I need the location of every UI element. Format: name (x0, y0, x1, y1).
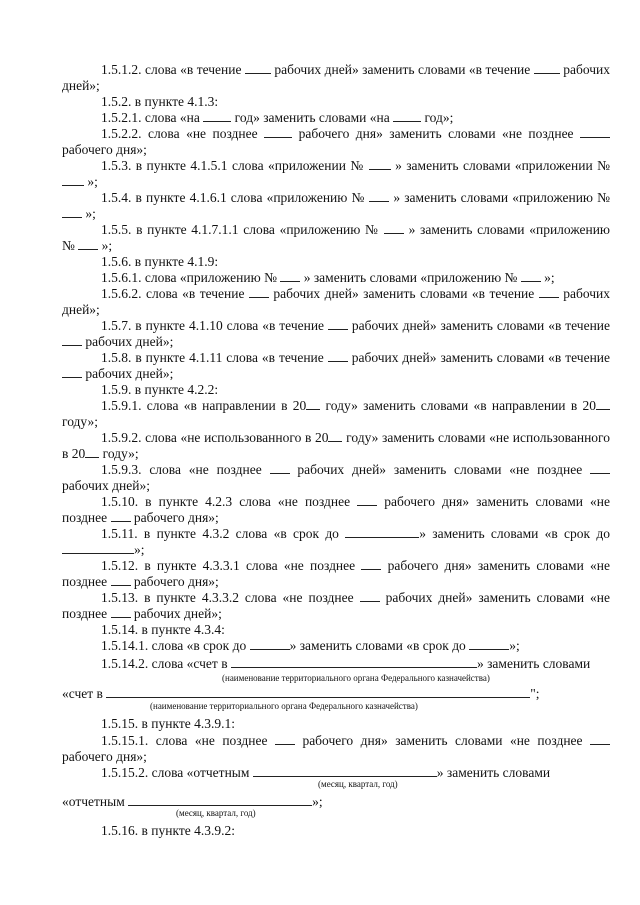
blank-field (231, 656, 477, 668)
blank-field (534, 62, 560, 74)
clause-1-5-2: 1.5.2. в пункте 4.1.3: (101, 94, 219, 109)
clause-1-5-14-2: 1.5.14.2. слова «счет в » заменить словами (101, 656, 591, 671)
blank-field (253, 765, 437, 777)
blank-field (111, 510, 131, 522)
caption-treasury-2: (наименование территориального органа Федерального казначейства) (150, 701, 418, 711)
clause-1-5-9-2: 1.5.9.2. слова «не использованного в 20 году» заменить словами «не использованного в 20 году»; (62, 430, 610, 461)
clause-1-5-6: 1.5.6. в пункте 4.1.9: (101, 254, 219, 269)
clause-1-5-10: 1.5.10. в пункте 4.2.3 слова «не позднее рабочего дня» заменить словами «не позднее рабочего дня»; (62, 494, 611, 525)
blank-field (85, 446, 99, 458)
clause-1-5-15-2-continued: «отчетным »; (62, 794, 323, 809)
blank-field (357, 494, 377, 506)
clause-1-5-2-1: 1.5.2.1. слова «на год» заменить словами «на год»; (101, 110, 454, 125)
blank-field (78, 238, 98, 250)
clause-1-5-13: 1.5.13. в пункте 4.3.3.2 слова «не позднее рабочих дней» заменить словами «не позднее рабочих дней»; (62, 590, 611, 621)
clause-1-5-14-2-continued: «счет в "; (62, 686, 540, 701)
blank-field (596, 398, 610, 410)
blank-field (328, 318, 348, 330)
clause-1-5-7: 1.5.7. в пункте 4.1.10 слова «в течение рабочих дней» заменить словами «в течение рабочих дней»; (62, 318, 610, 349)
blank-field (270, 462, 290, 474)
clause-1-5-9-1: 1.5.9.1. слова «в направлении в 20 году» заменить словами «в направлении в 20 году»; (62, 398, 610, 429)
blank-field (360, 590, 380, 602)
blank-field (62, 206, 82, 218)
blank-field (306, 398, 320, 410)
blank-field (590, 733, 610, 745)
blank-field (328, 430, 342, 442)
blank-field (328, 350, 348, 362)
clause-1-5-16: 1.5.16. в пункте 4.3.9.2: (101, 823, 235, 838)
clause-1-5-14: 1.5.14. в пункте 4.3.4: (101, 622, 225, 637)
caption-period-2: (месяц, квартал, год) (176, 808, 256, 818)
clause-1-5-9: 1.5.9. в пункте 4.2.2: (101, 382, 219, 397)
blank-field (521, 270, 541, 282)
blank-field (62, 174, 84, 186)
clause-1-5-8: 1.5.8. в пункте 4.1.11 слова «в течение рабочих дней» заменить словами «в течение рабочих дней»; (62, 350, 610, 381)
clause-1-5-12: 1.5.12. в пункте 4.3.3.1 слова «не позднее рабочего дня» заменить словами «не позднее рабочего дня»; (62, 558, 611, 589)
clause-1-5-6-1: 1.5.6.1. слова «приложению № » заменить словами «приложению № »; (101, 270, 555, 285)
clause-1-5-2-2: 1.5.2.2. слова «не позднее рабочего дня» заменить словами «не позднее рабочего дня»; (62, 126, 610, 157)
clause-1-5-15-1: 1.5.15.1. слова «не позднее рабочего дня» заменить словами «не позднее рабочего дня»; (62, 733, 610, 764)
blank-field (393, 110, 421, 122)
blank-field (245, 62, 271, 74)
blank-field (111, 574, 131, 586)
blank-field (469, 638, 509, 650)
clause-1-5-15: 1.5.15. в пункте 4.3.9.1: (101, 716, 235, 731)
blank-field (384, 222, 404, 234)
clause-1-5-14-1: 1.5.14.1. слова «в срок до » заменить словами «в срок до »; (101, 638, 520, 653)
blank-field (280, 270, 300, 282)
clause-1-5-6-2: 1.5.6.2. слова «в течение рабочих дней» заменить словами «в течение рабочих дней»; (62, 286, 610, 317)
clause-1-5-15-2: 1.5.15.2. слова «отчетным » заменить словами (101, 765, 551, 780)
blank-field (275, 733, 295, 745)
caption-period-1: (месяц, квартал, год) (318, 779, 398, 789)
clause-1-5-11: 1.5.11. в пункте 4.3.2 слова «в срок до » заменить словами «в срок до »; (62, 526, 610, 557)
blank-field (580, 126, 610, 138)
blank-field (369, 158, 391, 170)
blank-field (250, 638, 290, 650)
blank-field (539, 286, 559, 298)
blank-field (203, 110, 231, 122)
clause-1-5-4: 1.5.4. в пункте 4.1.6.1 слова «приложению № » заменить словами «приложению № »; (62, 190, 610, 221)
blank-field (62, 366, 82, 378)
blank-field (128, 794, 312, 806)
blank-field (106, 686, 530, 698)
blank-field (249, 286, 269, 298)
clause-1-5-9-3: 1.5.9.3. слова «не позднее рабочих дней» заменить словами «не позднее рабочих дней»; (62, 462, 610, 493)
clause-1-5-5: 1.5.5. в пункте 4.1.7.1.1 слова «приложению № » заменить словами «приложению № »; (62, 222, 610, 253)
blank-field (361, 558, 381, 570)
blank-field (62, 334, 82, 346)
clause-1-5-3: 1.5.3. в пункте 4.1.5.1 слова «приложении № » заменить словами «приложении № »; (62, 158, 610, 189)
caption-treasury-1: (наименование территориального органа Федерального казначейства) (222, 673, 490, 683)
blank-field (264, 126, 292, 138)
blank-field (345, 526, 419, 538)
blank-field (369, 190, 389, 202)
blank-field (590, 462, 610, 474)
blank-field (62, 542, 134, 554)
clause-1-5-1-2: 1.5.1.2. слова «в течение рабочих дней» заменить словами «в течение рабочих дней»; (62, 62, 610, 93)
blank-field (111, 606, 131, 618)
